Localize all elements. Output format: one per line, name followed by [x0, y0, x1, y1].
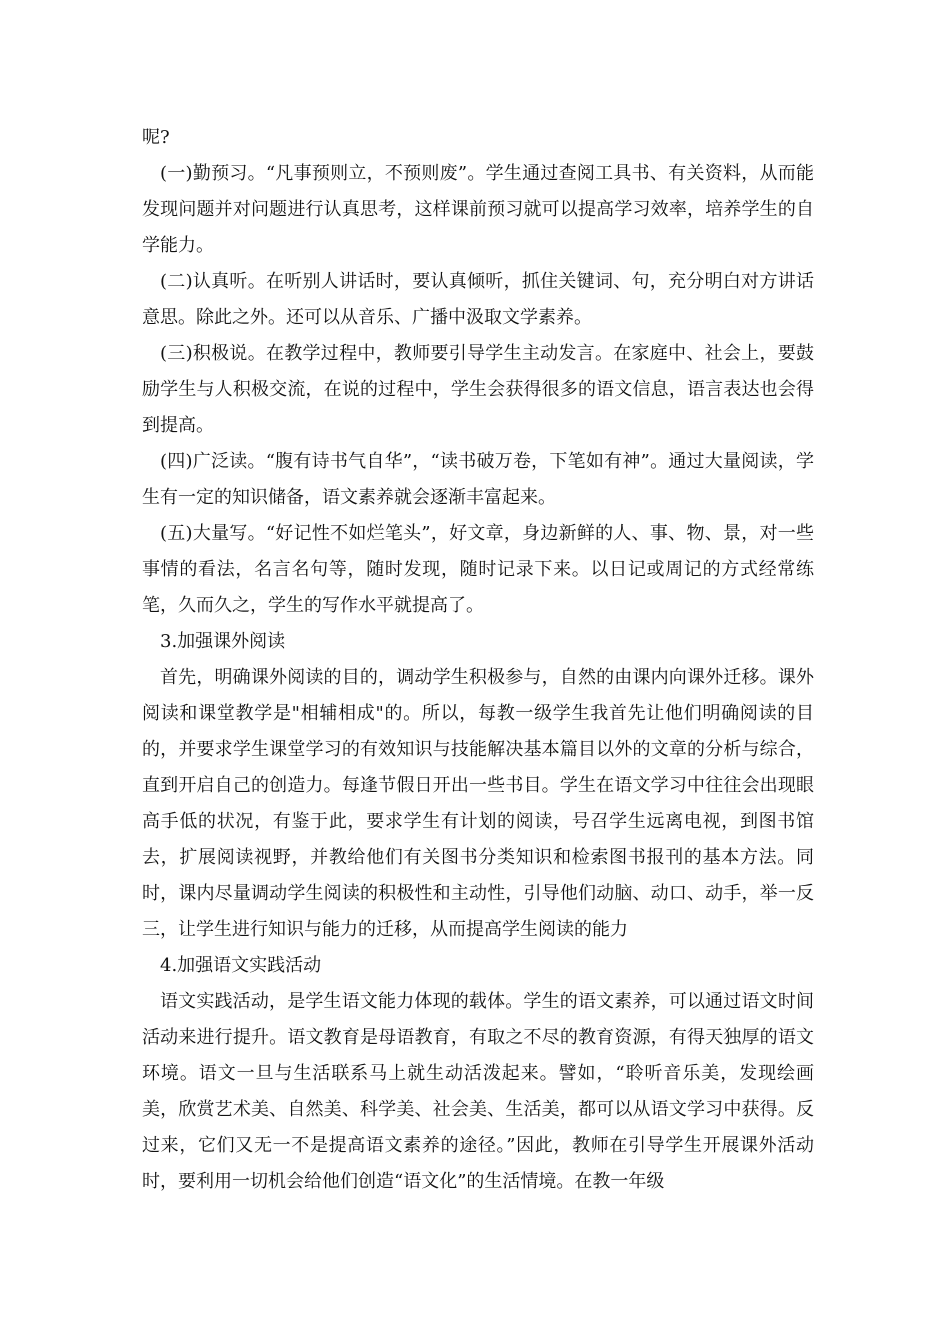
paragraph-continuation: 呢?: [142, 127, 170, 148]
paragraph-item-write: (五)大量写。“好记性不如烂笔头”，好文章，身边新鲜的人、事、物、景，对一些事情的看法，名言名句等，随时发现，随时记录下来。以日记或周记的方式经常练笔，久而久之，学生的写作水平就提高了。: [142, 523, 814, 616]
paragraph-item-listen: (二)认真听。在听别人讲话时，要认真倾听，抓住关键词、句，充分明白对方讲话意思。除此之外。还可以从音乐、广播中汲取文学素养。: [142, 271, 814, 328]
section-heading-extracurricular-reading: 3.加强课外阅读: [160, 631, 286, 652]
paragraph-item-preview: (一)勤预习。“凡事预则立，不预则废”。学生通过查阅工具书、有关资料，从而能发现问题并对问题进行认真思考，这样课前预习就可以提高学习效率，培养学生的自学能力。: [142, 163, 814, 256]
section-heading-practice-activities: 4.加强语文实践活动: [160, 955, 322, 976]
paragraph-item-speak: (三)积极说。在教学过程中，教师要引导学生主动发言。在家庭中、社会上，要鼓励学生与人积极交流，在说的过程中，学生会获得很多的语文信息，语言表达也会得到提高。: [142, 343, 814, 436]
document-body: [142, 120, 814, 1200]
paragraph-practice-activities: 语文实践活动，是学生语文能力体现的载体。学生的语文素养，可以通过语文时间活动来进行提升。语文教育是母语教育，有取之不尽的教育资源，有得天独厚的语文环境。语文一旦与生活联系马上就生动活泼起来。譬如，“聆听音乐美，发现绘画美，欣赏艺术美、自然美、科学美、社会美、生活美，都可以从语文学习中获得。反过来，它们又无一不是提高语文素养的途径。”因此，教师在引导学生开展课外活动时，要利用一切机会给他们创造“语文化”的生活情境。在教一年级: [142, 991, 814, 1192]
paragraph-extracurricular-reading: 首先，明确课外阅读的目的，调动学生积极参与，自然的由课内向课外迁移。课外阅读和课堂教学是"相辅相成"的。所以，每教一级学生我首先让他们明确阅读的目的，并要求学生课堂学习的有效知识与技能解决基本篇目以外的文章的分析与综合，直到开启自己的创造力。每逢节假日开出一些书目。学生在语文学习中往往会出现眼高手低的状况，有鉴于此，要求学生有计划的阅读，号召学生远离电视，到图书馆去，扩展阅读视野，并教给他们有关图书分类知识和检索图书报刊的基本方法。同时，课内尽量调动学生阅读的积极性和主动性，引导他们动脑、动口、动手，举一反三，让学生进行知识与能力的迁移，从而提高学生阅读的能力: [142, 667, 814, 940]
paragraph-item-read: (四)广泛读。“腹有诗书气自华”，“读书破万卷，下笔如有神”。通过大量阅读，学生有一定的知识储备，语文素养就会逐渐丰富起来。: [142, 451, 814, 508]
